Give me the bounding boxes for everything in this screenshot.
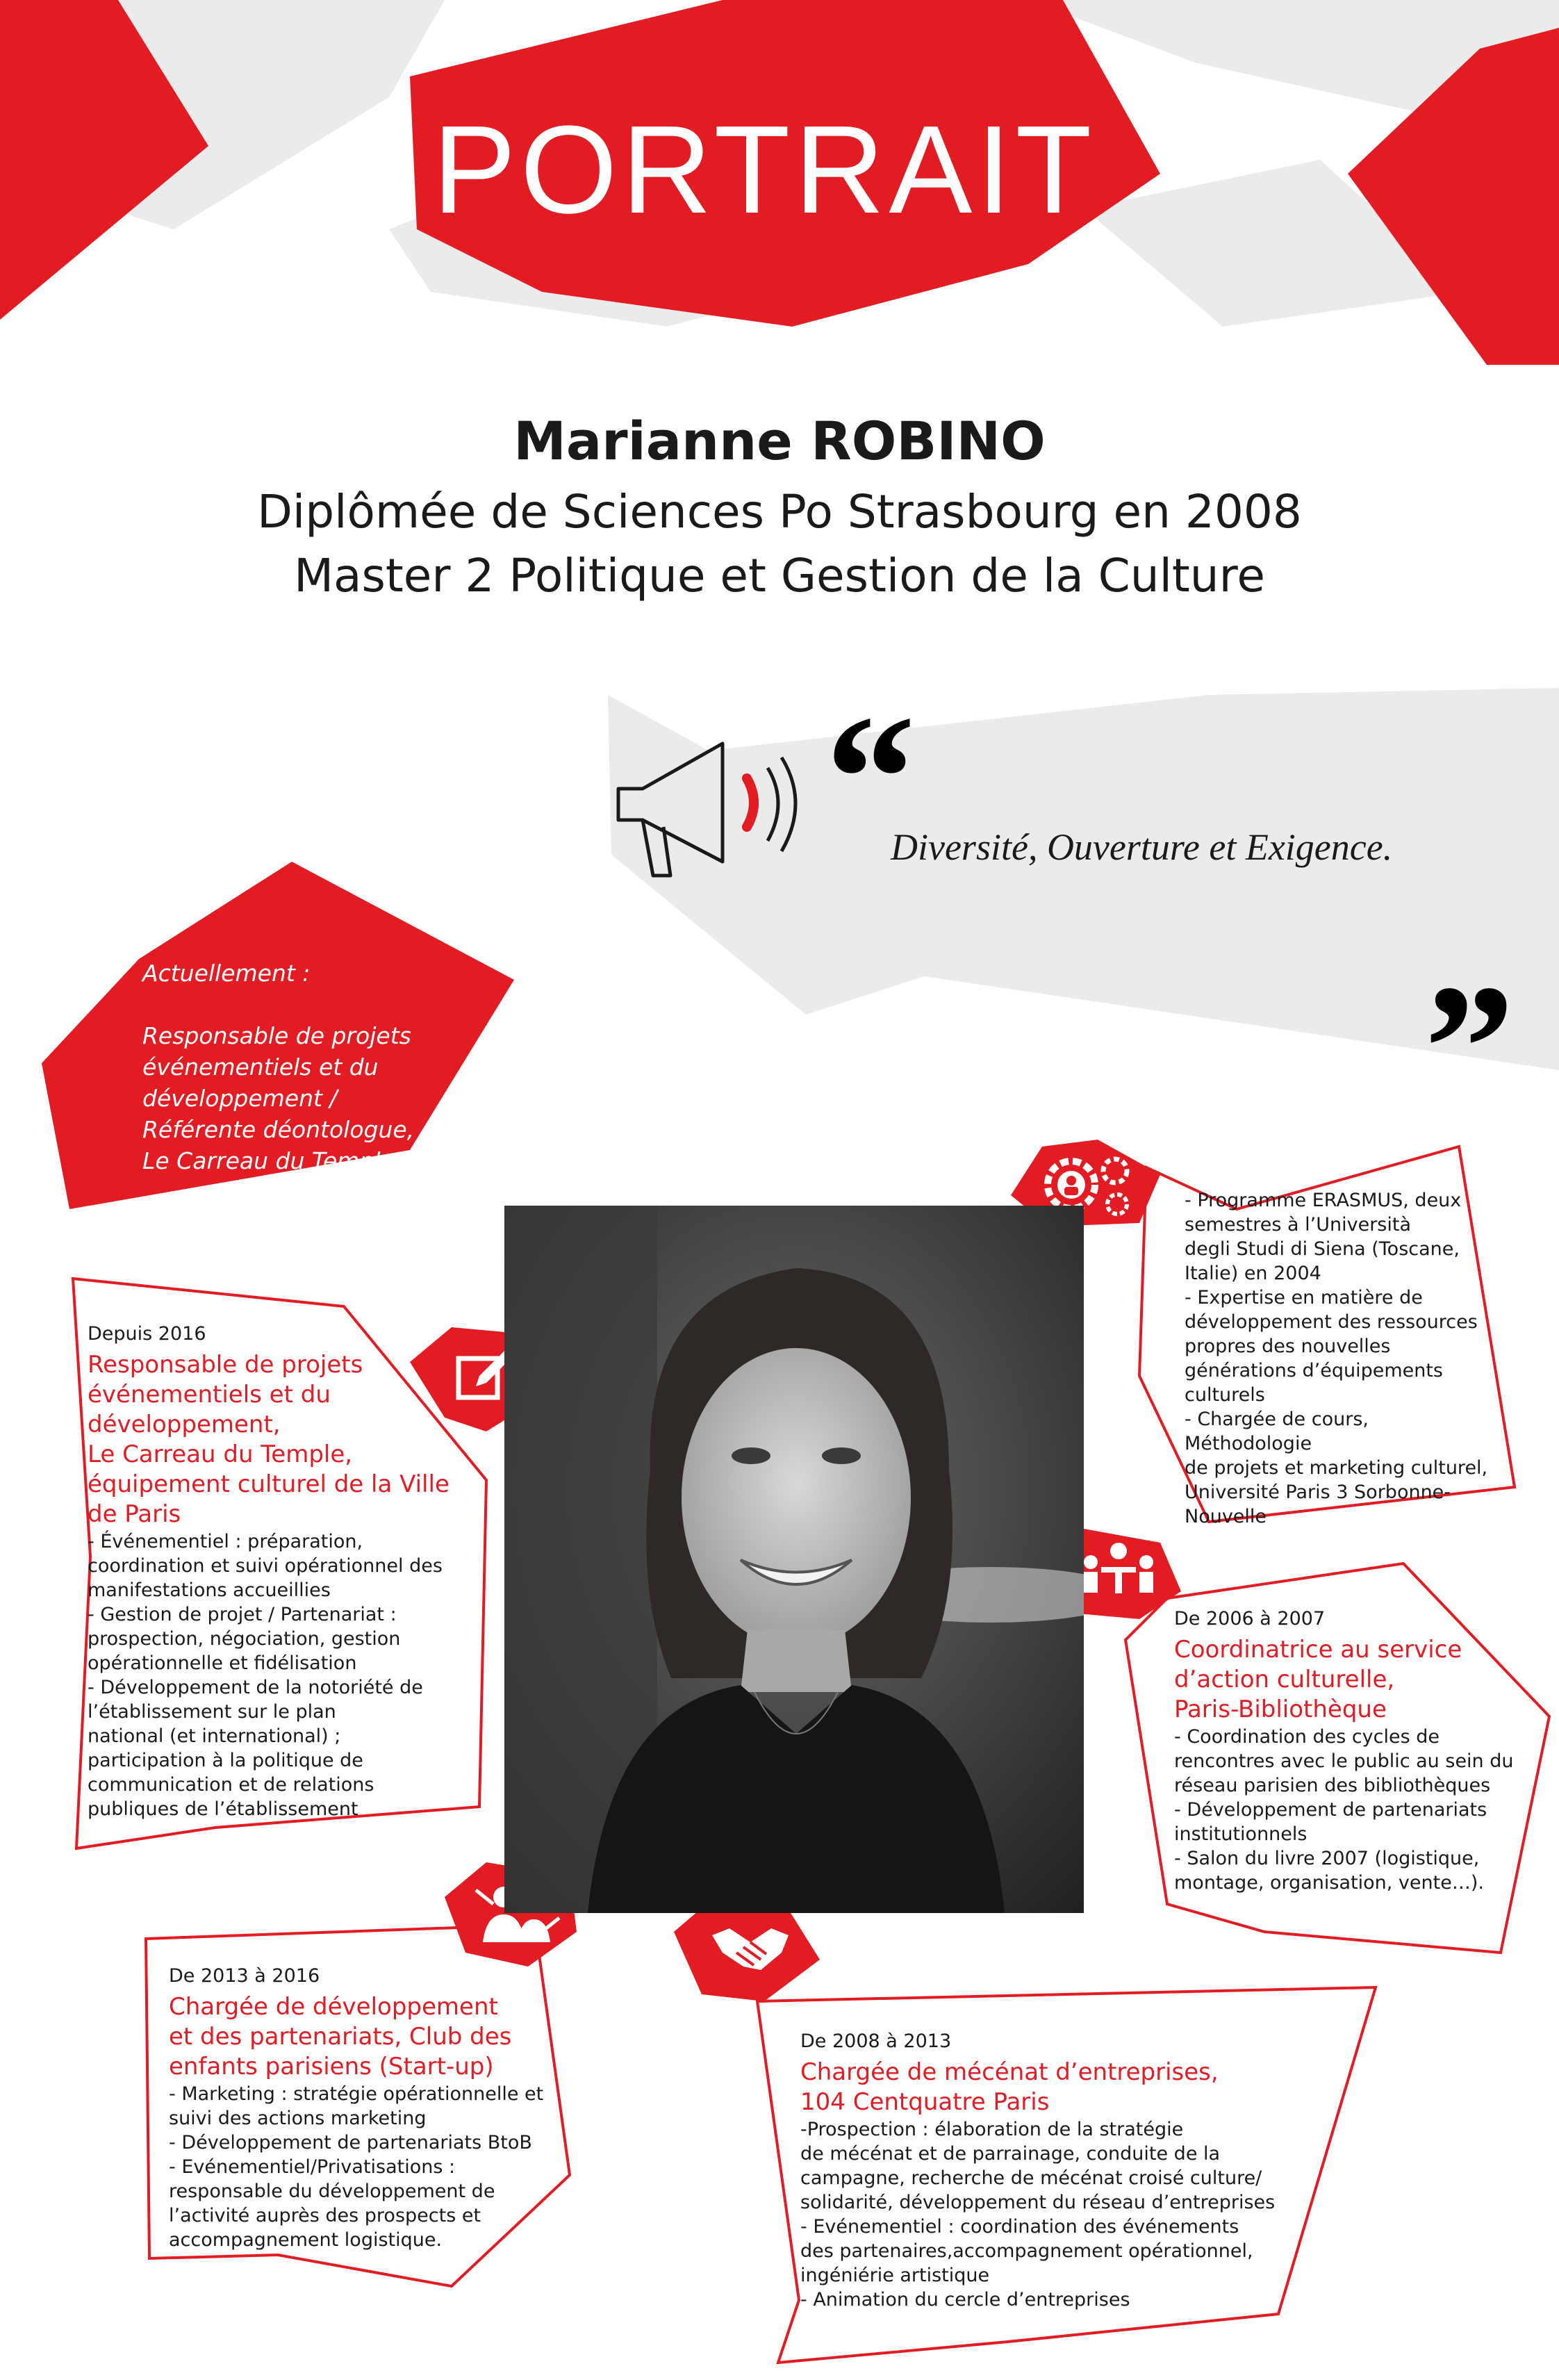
quote-text: Diversité, Ouverture et Exigence.: [891, 826, 1393, 868]
exp-role: Coordinatrice au service d’action culturelle, Paris-Bibliothèque: [1174, 1636, 1462, 1723]
experience-2006: [1174, 1607, 1535, 1895]
degree-line: Diplômée de Sciences Po Strasbourg en 2008: [257, 485, 1302, 539]
person-name: Marianne ROBINO: [513, 410, 1046, 472]
portrait-image: [504, 1206, 1084, 1913]
open-quote-mark: “: [825, 678, 916, 878]
current-position: [142, 958, 448, 1176]
master-line: Master 2 Politique et Gestion de la Culture: [294, 549, 1265, 602]
exp-desc: - Événementiel : préparation, coordination et suivi opérationnel des manifestations accueillies - Gestion de projet / Partenariat : prospection, négociation, gestion opérationnelle et fidélisation - Développement de la notoriété de l’établissement sur le plan national (et international) ; participation à la politique de communication et de relations publiques de l’établissement: [88, 1531, 443, 1820]
exp-desc: - Coordination des cycles de rencontres avec le public au sein du réseau parisien des bibliothèques - Développement de partenariats institutionnels - Salon du livre 2007 (logistique, montage, organisation, vente…).: [1174, 1726, 1514, 1894]
exp-role: Chargée de développement et des partenariats, Club des enfants parisiens (Start-up): [169, 1993, 512, 2081]
experience-2008: [800, 2029, 1370, 2312]
other-desc: - Programme ERASMUS, deux semestres à l’Università degli Studi di Siena (Toscane, Italie) en 2004 - Expertise en matière de développement des ressources propres des nouvelles générations d’équipements culturels - Chargée de cours, Méthodologie de projets et marketing culturel, Université Paris 3 Sorbonne- Nouvelle: [1185, 1190, 1488, 1527]
exp-desc: - Marketing : stratégie opérationnelle et suivi des actions marketing - Développement de partenariats BtoB - Evénementiel/Privatisations : responsable du développement de l’activité auprès des prospects et accompagnement logistique.: [169, 2083, 544, 2251]
current-label: Actuellement :: [142, 960, 311, 987]
exp-date: De 2006 à 2007: [1174, 1608, 1326, 1630]
profile-photo: [504, 1206, 1084, 1913]
megaphone-icon: [611, 723, 820, 883]
meeting-icon: [1073, 1536, 1164, 1605]
experience-2016: [88, 1322, 490, 1821]
current-line: Responsable de projets: [142, 1022, 411, 1049]
handshake-icon: [705, 1911, 795, 1987]
page-title: PORTRAIT: [432, 100, 1096, 240]
exp-date: De 2008 à 2013: [800, 2030, 952, 2052]
experience-2013: [169, 1964, 572, 2252]
exp-desc: -Prospection : élaboration de la stratégie de mécénat et de parrainage, conduite de la campagne, recherche de mécénat croisé culture/ solidarité, développement du réseau d’entreprises - Evénementiel : coordination des événements des partenaires,accompagnement opérationnel, ingéniérie artistique - Animation du cercle d’entreprises: [800, 2119, 1276, 2311]
current-line: Référente déontologue,: [142, 1116, 415, 1143]
other-experience: [1185, 1188, 1490, 1529]
exp-date: De 2013 à 2016: [169, 1965, 320, 1987]
current-line: Le Carreau du Temple: [142, 1147, 395, 1174]
exp-role: Chargée de mécénat d’entreprises, 104 Centquatre Paris: [800, 2058, 1219, 2116]
close-quote-mark: ”: [1424, 948, 1515, 1148]
current-line: développement /: [142, 1085, 338, 1112]
exp-date: Depuis 2016: [88, 1323, 206, 1345]
exp-role: Responsable de projets événementiels et du développement, Le Carreau du Temple, équipement culturel de la Ville de Paris: [88, 1351, 449, 1528]
current-line: événementiels et du: [142, 1053, 379, 1081]
